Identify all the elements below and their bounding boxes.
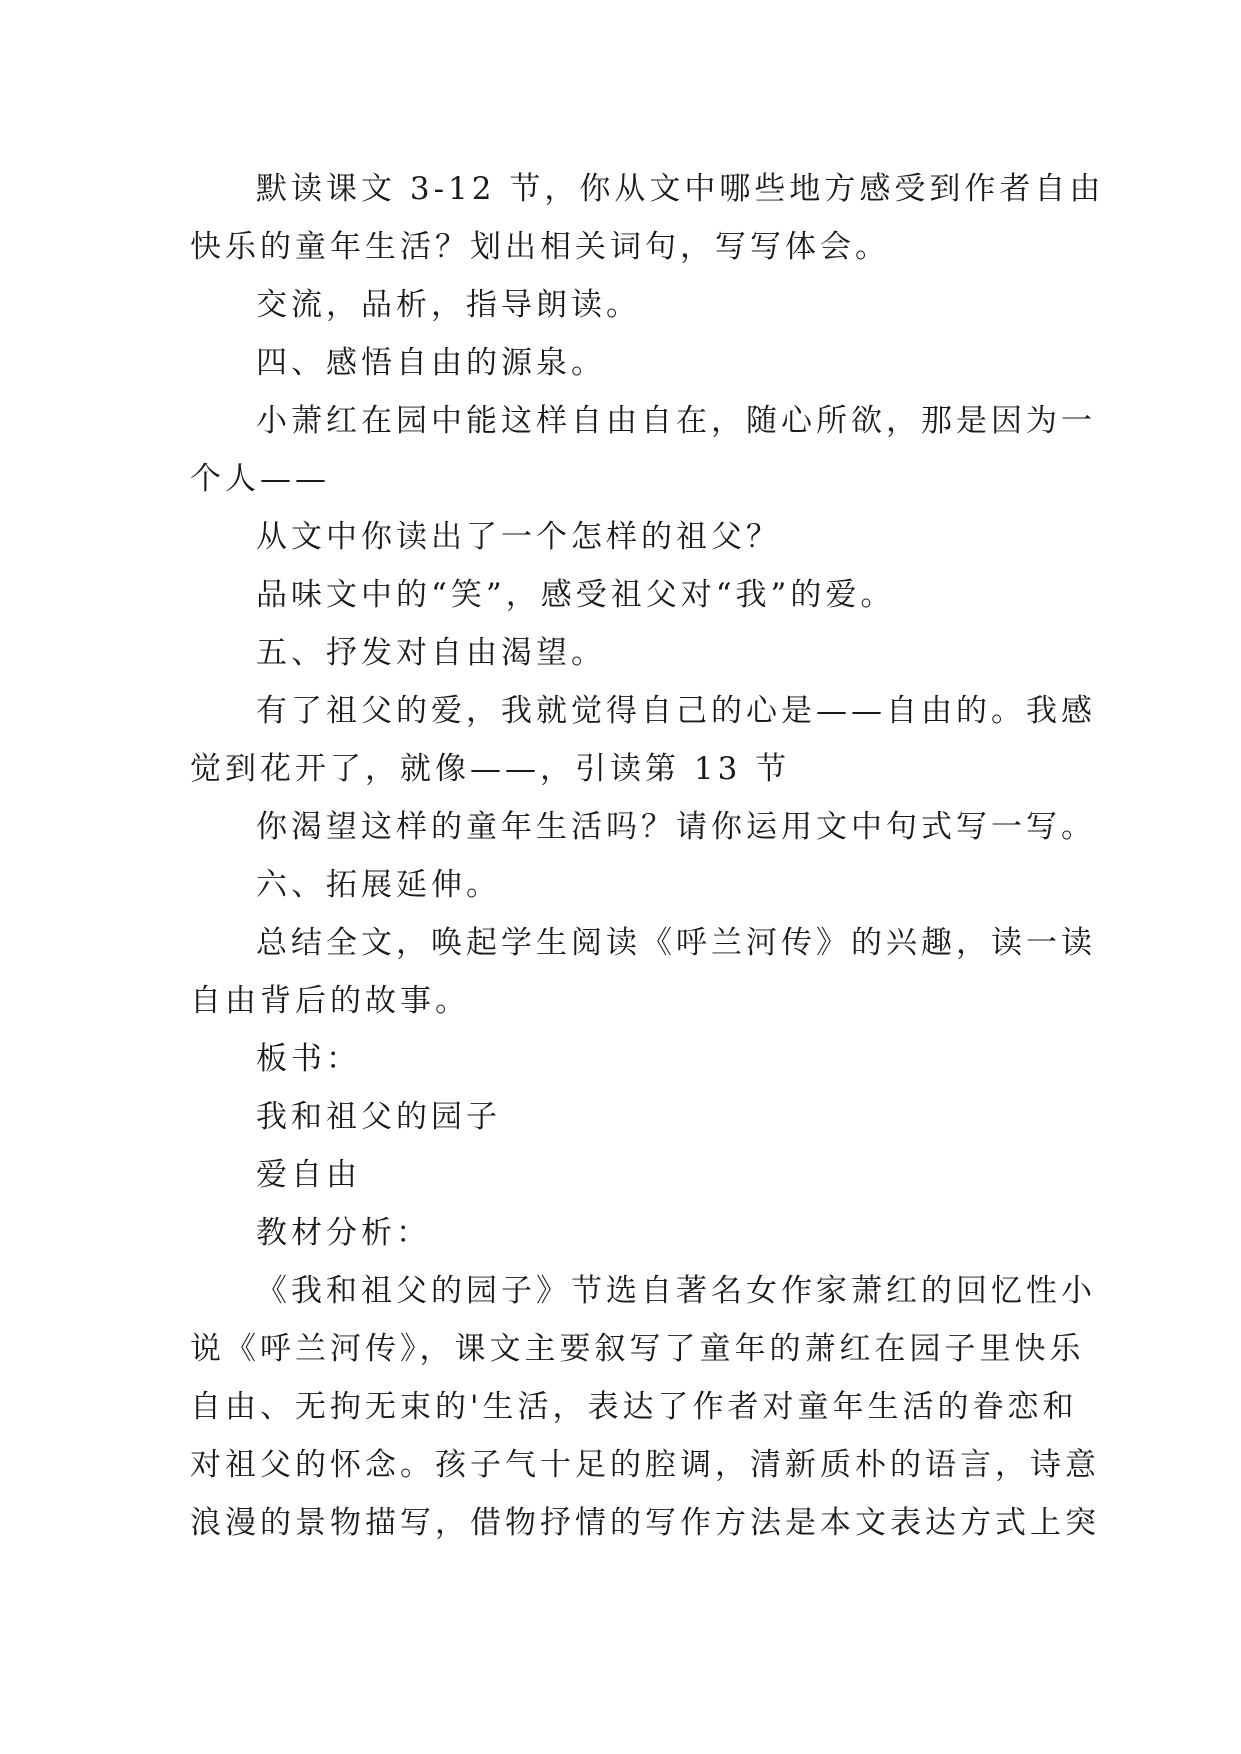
paragraph-line: 自由、无拘无束的'生活，表达了作者对童年生活的眷恋和: [190, 1389, 1078, 1425]
paragraph-line: 从文中你读出了一个怎样的祖父？: [256, 519, 781, 555]
section-heading: 四、感悟自由的源泉。: [256, 345, 606, 381]
paragraph-line: 浪漫的景物描写，借物抒情的写作方法是本文表达方式上突: [190, 1505, 1100, 1541]
section-heading: 五、抒发对自由渴望。: [256, 635, 606, 671]
paragraph-line: 快乐的童年生活？划出相关词句，写写体会。: [190, 229, 890, 265]
section-heading: 六、拓展延伸。: [256, 867, 501, 903]
section-heading: 教材分析：: [256, 1215, 431, 1251]
paragraph-line: 板书：: [256, 1041, 361, 1077]
paragraph-line: 有了祖父的爱，我就觉得自己的心是——自由的。我感: [256, 693, 1096, 729]
paragraph-line: 自由背后的故事。: [190, 983, 470, 1019]
paragraph-line: 说《呼兰河传》，课文主要叙写了童年的萧红在园子里快乐: [190, 1331, 1085, 1367]
paragraph-line: 总结全文，唤起学生阅读《呼兰河传》的兴趣，读一读: [256, 925, 1096, 961]
paragraph-line: 交流，品析，指导朗读。: [256, 287, 641, 323]
document-body: [190, 160, 1105, 1552]
paragraph-line: 个人——: [190, 461, 330, 497]
paragraph-line: 爱自由: [256, 1157, 361, 1193]
paragraph-line: 我和祖父的园子: [256, 1099, 501, 1135]
paragraph-line: 品味文中的“笑”，感受祖父对“我”的爱。: [256, 577, 896, 613]
paragraph-line: 《我和祖父的园子》节选自著名女作家萧红的回忆性小: [256, 1273, 1096, 1309]
paragraph-line: 默读课文 3-12 节，你从文中哪些地方感受到作者自由: [256, 171, 1105, 207]
paragraph-line: 你渴望这样的童年生活吗？请你运用文中句式写一写。: [256, 809, 1096, 845]
paragraph-line: 对祖父的怀念。孩子气十足的腔调，清新质朴的语言，诗意: [190, 1447, 1100, 1483]
paragraph-line: 小萧红在园中能这样自由自在，随心所欲，那是因为一: [256, 403, 1096, 439]
paragraph-line: 觉到花开了，就像——，引读第 13 节: [190, 751, 791, 787]
